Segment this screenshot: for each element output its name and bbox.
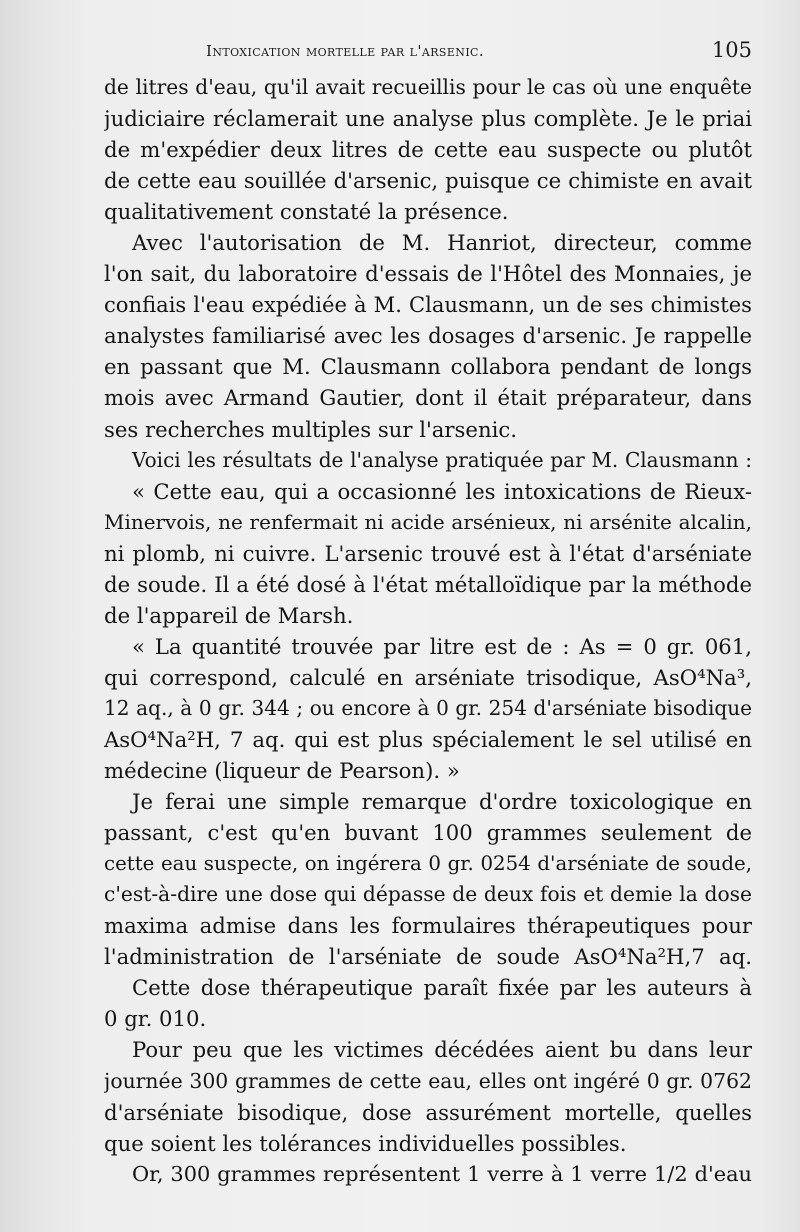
text-line: c'est-à-dire une dose qui dépasse de deux fois et demie la dose	[104, 882, 752, 907]
running-title: Intoxication mortelle par l'arsenic.	[206, 42, 485, 60]
text-line: de cette eau souillée d'arsenic, puisque ce chimiste en avait	[104, 168, 752, 194]
text-line: AsO⁴Na²H, 7 aq. qui est plus spécialement le sel utilisé en	[104, 726, 752, 752]
text-line: Avec l'autorisation de M. Hanriot, directeur, comme	[132, 230, 752, 256]
text-line: Pour peu que les victimes décédées aient bu dans leur	[132, 1037, 752, 1063]
text-line: passant, c'est qu'en buvant 100 grammes seulement de	[104, 820, 752, 846]
text-line: maxima admise dans les formulaires thérapeutiques pour	[104, 913, 752, 939]
text-line: journée 300 grammes de cette eau, elles ont ingéré 0 gr. 0762	[104, 1068, 752, 1093]
text-line: Voici les résultats de l'analyse pratiquée par M. Clausmann :	[132, 447, 752, 472]
text-line: qui correspond, calculé en arséniate trisodique, AsO⁴Na³,	[104, 664, 752, 690]
text-line: en passant que M. Clausmann collabora pendant de longs	[104, 354, 752, 380]
text-line: Or, 300 grammes représentent 1 verre à 1 verre 1/2 d'eau	[132, 1161, 752, 1186]
text-line: de litres d'eau, qu'il avait recueillis pour le cas où une enquête	[104, 75, 752, 99]
text-line: médecine (liqueur de Pearson). »	[104, 758, 460, 784]
page-header	[206, 38, 752, 66]
text-line: Minervois, ne renfermait ni acide arsénieux, ni arsénite alcalin,	[104, 509, 752, 534]
text-line: de l'appareil de Marsh.	[104, 602, 354, 628]
text-line: ses recherches multiples sur l'arsenic.	[104, 416, 517, 442]
text-line: judiciaire réclamerait une analyse plus complète. Je le priai	[104, 106, 752, 132]
text-line: « La quantité trouvée par litre est de : As = 0 gr. 061,	[132, 633, 752, 659]
text-line: analystes familiarisé avec les dosages d'arsenic. Je rappelle	[104, 323, 752, 349]
text-line: confiais l'eau expédiée à M. Clausmann, un de ses chimistes	[104, 292, 752, 318]
text-line: 12 aq., à 0 gr. 344 ; ou encore à 0 gr. 254 d'arséniate bisodique	[104, 695, 752, 720]
text-line: ni plomb, ni cuivre. L'arsenic trouvé est à l'état d'arséniate	[104, 540, 752, 566]
text-line: d'arséniate bisodique, dose assurément mortelle, quelles	[104, 1099, 752, 1125]
text-line: Je ferai une simple remarque d'ordre toxicologique en	[132, 789, 752, 815]
text-line: qualitativement constaté la présence.	[104, 199, 509, 225]
text-line: de soude. Il a été dosé à l'état métalloïdique par la méthode	[104, 571, 752, 597]
text-line: que soient les tolérances individuelles possibles.	[104, 1130, 627, 1156]
text-line: 0 gr. 010.	[104, 1006, 207, 1032]
text-line: « Cette eau, qui a occasionné les intoxications de Rieux-	[132, 478, 752, 504]
text-line: l'on sait, du laboratoire d'essais de l'Hôtel des Monnaies, je	[104, 261, 752, 287]
body-text	[104, 72, 752, 1190]
text-line: cette eau suspecte, on ingérera 0 gr. 0254 d'arséniate de soude,	[104, 852, 752, 876]
text-line: mois avec Armand Gautier, dont il était préparateur, dans	[104, 385, 752, 411]
page-number: 105	[711, 38, 752, 62]
text-line: l'administration de l'arséniate de soude AsO⁴Na²H,7 aq.	[104, 944, 752, 970]
text-line: de m'expédier deux litres de cette eau suspecte ou plutôt	[104, 137, 752, 163]
text-line: Cette dose thérapeutique paraît fixée par les auteurs à	[132, 975, 752, 1001]
